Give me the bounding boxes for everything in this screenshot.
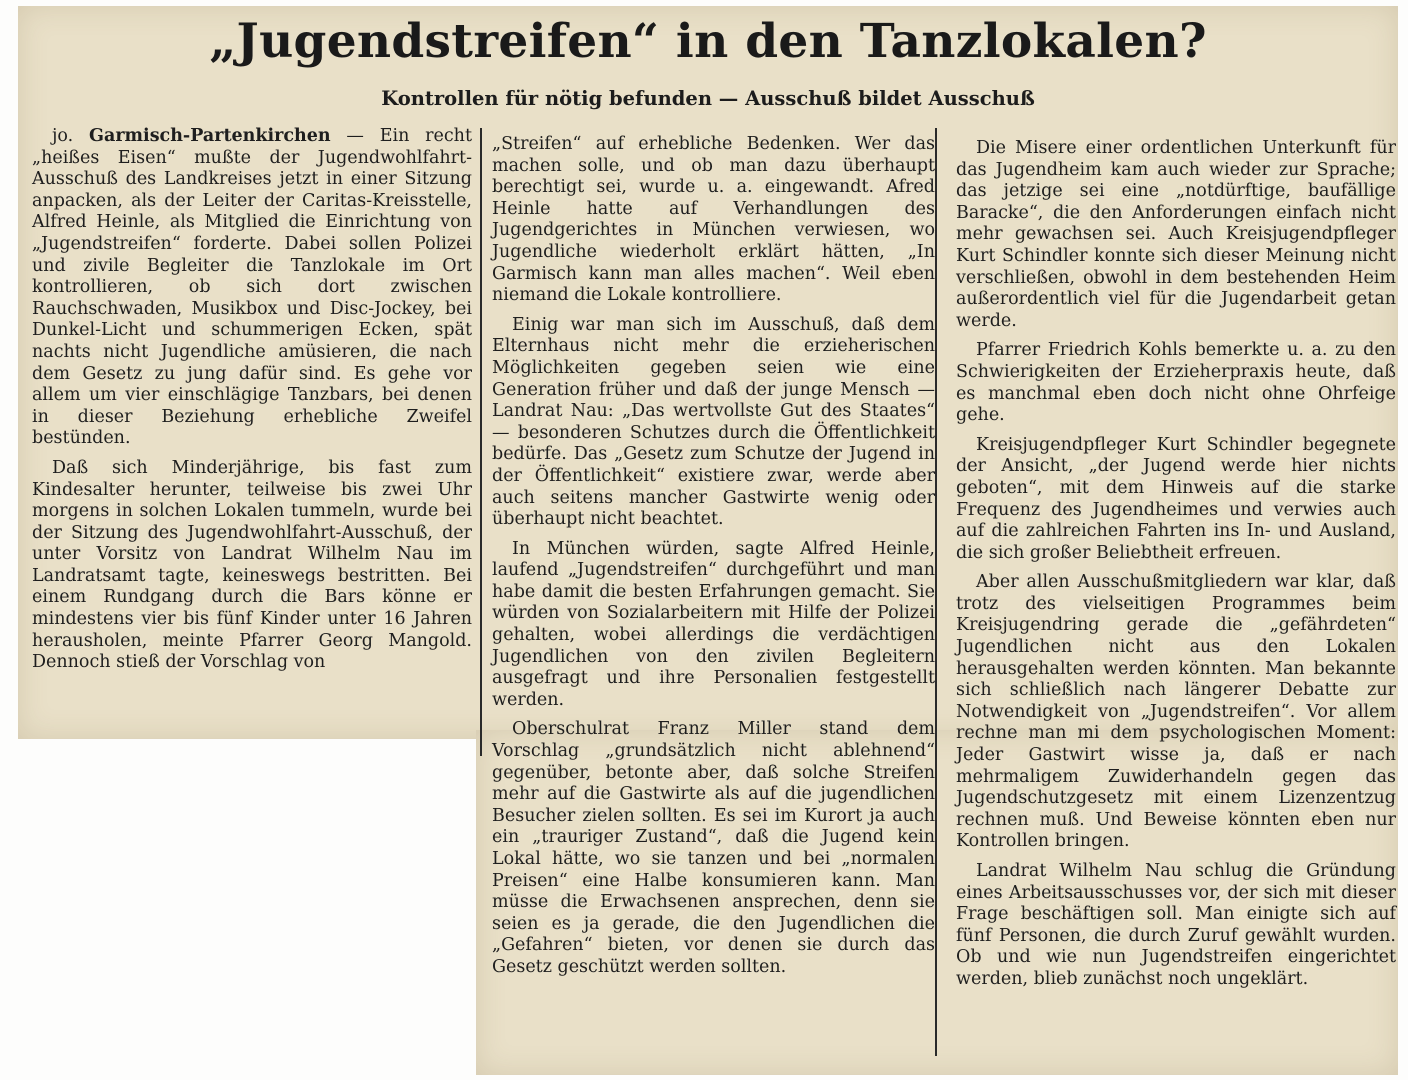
paragraph: Aber allen Ausschußmitgliedern war klar, daß trotz des vielseitigen Programmes beim Kreisjugendring gerade die „gefährdeten“ Jugendlichen nicht aus den Lokalen herausgehalten werden könnten. Man bekannte sich schließlich nach längerer Debatte zur Notwendigkeit von „Jugendstreifen“. Vor allem rechne man mi dem psychologischen Moment: Jeder Gastwirt wisse ja, daß er nach mehrmaligem Zuwiderhandeln gegen das Jugendschutzgesetz mit einem Lizenzentzug rechnen muß. Und Beweise könnten eben nur Kontrollen bringen. [956, 572, 1396, 852]
lead-text: — Ein recht „heißes Eisen“ mußte der Jugendwohlfahrt-Ausschuß des Landkreises jetzt in einer Sitzung anpacken, als der Leiter der Caritas-Kreisstelle, Alfred Heinle, als Mitglied die Einrichtung von „Jugendstreifen“ forderte. Dabei sollen Polizei und zivile Begleiter die Tanzlokale im Ort kontrollieren, ob sich dort zwischen Rauchschwaden, Musikbox und Disc-Jockey, bei Dunkel-Licht und schummerigen Ecken, spät nachts nicht Jugendliche amüsieren, die nach dem Gesetz zu jung dafür sind. Es gehe vor allem um vier einschlägige Tanzbars, bei denen in dieser Beziehung erhebliche Zweifel bestünden. [32, 126, 472, 449]
paragraph: Einig war man sich im Ausschuß, daß dem Elternhaus nicht mehr die erzieherischen Möglichkeiten gegeben seien wie eine Generation früher und daß der junge Mensch — Landrat Nau: „Das wertvollste Gut des Staates“ — besonderen Schutzes durch die Öffentlichkeit bedürfe. Das „Gesetz zum Schutze der Jugend in der Öffentlichkeit“ existiere zwar, werde aber auch seitens mancher Gastwirte wenig oder überhaupt nicht beachtet. [492, 314, 935, 530]
lead-paragraph [32, 126, 472, 450]
dateline: Garmisch-Partenkirchen [89, 126, 331, 146]
column-rule-right [935, 128, 937, 1056]
paragraph: Landrat Wilhelm Nau schlug die Gründung eines Arbeitsausschusses vor, der sich mit dieser Frage beschäftigen soll. Man einigte sich auf fünf Personen, die durch Zuruf gewählt wurden. Ob und wie nun Jugendstreifen eingerichtet werden, blieb zunächst noch ungeklärt. [956, 861, 1396, 989]
subheadline: Kontrollen für nötig befunden — Ausschuß bildet Ausschuß [381, 87, 1035, 110]
paragraph: Daß sich Minderjährige, bis fast zum Kindesalter herunter, teilweise bis zwei Uhr morgens in solchen Lokalen tummeln, wurde bei der Sitzung des Jugendwohlfahrt-Ausschuß, der unter Vorsitz von Landrat Wilhelm Nau im Landratsamt tagte, keineswegs bestritten. Bei einem Rundgang durch die Bars könne er mindestens vier bis fünf Kinder unter 16 Jahren herausholen, meinte Pfarrer Georg Mangold. Dennoch stieß der Vorschlag von [32, 457, 472, 673]
paragraph: Pfarrer Friedrich Kohls bemerkte u. a. zu den Schwierigkeiten der Erzieherpraxis heute, daß es manchmal eben doch nicht ohne Ohrfeige gehe. [956, 340, 1396, 426]
column-rule-left [480, 128, 482, 756]
paragraph: Kreisjugendpfleger Kurt Schindler begegnete der Ansicht, „der Jugend werde hier nichts geboten“, mit dem Hinweis auf die starke Frequenz des Jugendheimes und verwies auch auf die zahlreichen Fahrten ins In- und Ausland, die sich großer Beliebtheit erfreuen. [956, 434, 1396, 563]
paragraph: „Streifen“ auf erhebliche Bedenken. Wer das machen solle, und ob man dazu überhaupt berechtigt sei, wurde u. a. eingewandt. Afred Heinle hatte auf Verhandlungen des Jugendgerichtes in München verwiesen, wo Jugendliche wiederholt erklärt hätten, „In Garmisch kann man alles machen“. Weil eben niemand die Lokale kontrolliere. [492, 134, 935, 306]
byline: jo. [52, 126, 74, 146]
article-column-3 [956, 138, 1396, 999]
paragraph: Oberschulrat Franz Miller stand dem Vorschlag „grundsätzlich nicht ablehnend“ gegenüber, betonte aber, daß solche Streifen mehr auf die Gastwirte als auf die jugendlichen Besucher zielen sollten. Es sei im Kurort ja auch ein „trauriger Zustand“, daß die Jugend kein Lokal hätte, wo sie tanzen und bei „normalen Preisen“ eine Halbe konsumieren kann. Man müsse die Erwachsenen ansprechen, denn sie seien es ja gerade, die den Jugendlichen die „Gefahren“ bieten, vor denen sie durch das Gesetz geschützt werden sollten. [492, 719, 935, 977]
article-column-1 [32, 126, 472, 682]
headline: „Jugendstreifen“ in den Tanzlokalen? [209, 14, 1207, 69]
article-column-2 [492, 134, 935, 987]
paragraph: Die Misere einer ordentlichen Unterkunft für das Jugendheim kam auch wieder zur Sprache; das jetzige sei eine „notdürftige, baufällige Baracke“, die den Anforderungen einfach nicht mehr gewachsen sei. Auch Kreisjugendpfleger Kurt Schindler konnte sich dieser Meinung nicht verschließen, obwohl in dem bestehenden Heim außerordentlich viel für die Jugendarbeit getan werde. [956, 138, 1396, 331]
paragraph: In München würden, sagte Alfred Heinle, laufend „Jugendstreifen“ durchgeführt und man habe damit die besten Erfahrungen gemacht. Sie würden von Sozialarbeitern mit Hilfe der Polizei gehalten, wobei allerdings die verdächtigen Jugendlichen von den zivilen Begleitern ausgefragt und ihre Personalien festgestellt werden. [492, 538, 935, 710]
